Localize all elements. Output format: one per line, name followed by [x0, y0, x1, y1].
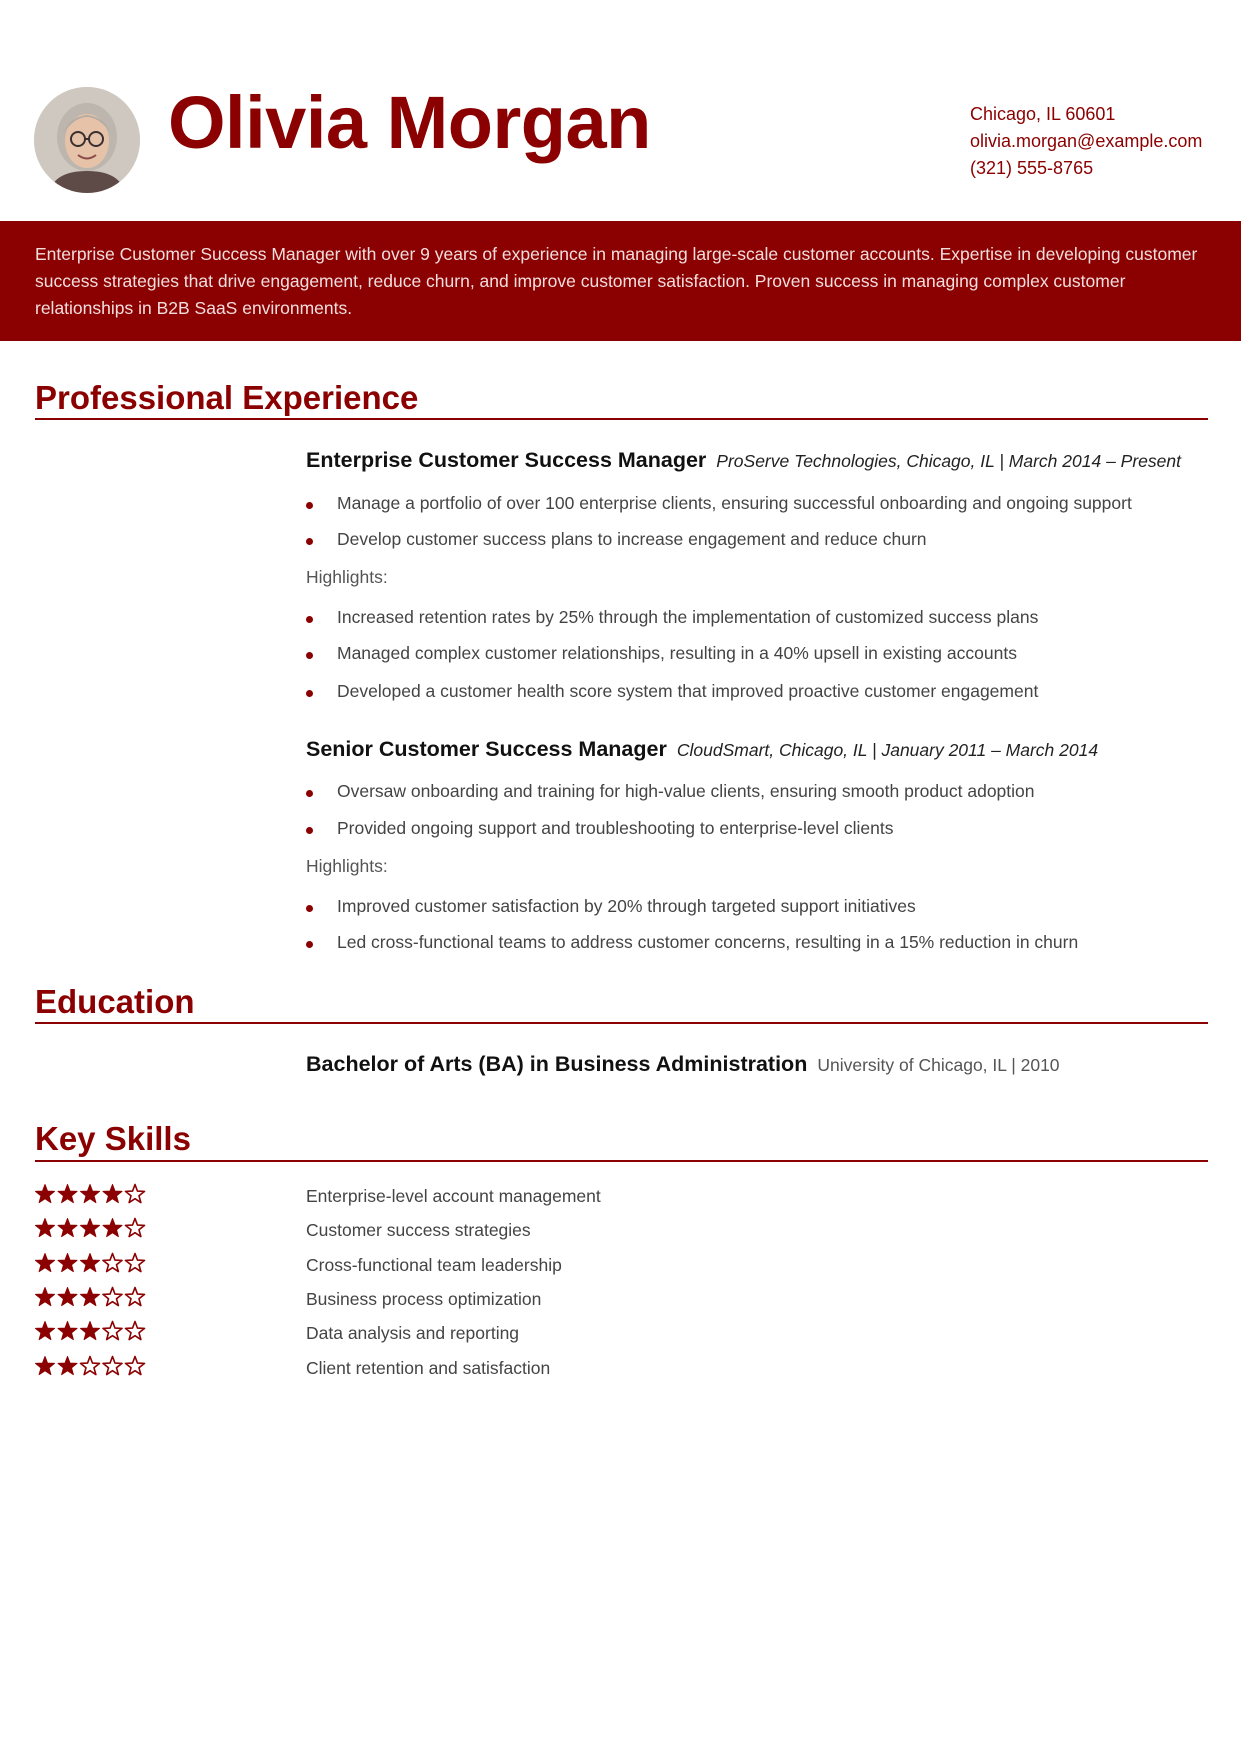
candidate-name: Olivia Morgan	[168, 81, 651, 164]
star-filled-icon	[58, 1219, 77, 1237]
star-empty-icon	[125, 1219, 144, 1237]
star-filled-icon	[58, 1356, 77, 1374]
section-title-education: Education	[35, 983, 195, 1020]
section-divider	[35, 418, 1208, 420]
bullet-dot-icon	[306, 652, 313, 659]
contact-location: Chicago, IL 60601	[970, 104, 1116, 124]
skill-name: Customer success strategies	[306, 1220, 531, 1241]
star-empty-icon	[125, 1356, 144, 1374]
star-filled-icon	[35, 1322, 54, 1340]
job-header	[306, 448, 1181, 473]
star-empty-icon	[125, 1322, 144, 1340]
skill-row	[35, 1285, 1035, 1315]
skill-rating	[35, 1285, 150, 1309]
star-empty-icon	[125, 1185, 144, 1203]
skill-row	[35, 1216, 1035, 1246]
bullet-dot-icon	[306, 790, 313, 797]
star-filled-icon	[58, 1287, 77, 1305]
resume-page: Olivia Morgan Chicago, IL 60601 olivia.morgan@example.com (321) 555-8765 Enterprise Customer Success Manager with over 9 years of experience in managing large-scale customer accounts. Expertise in developing customer success strategies that drive engagement, reduce churn, and improve customer satisfaction. Proven success in managing complex customer relationships in B2B SaaS environments. Professional Experience Enterprise Customer Success Manager ProServe Technologies, Chicago, IL | March 2014 – Present Manage a portfolio of over 100 enterprise clients, ensuring successful onboarding and ongoing support Develop customer success plans to increase engagement and reduce churn Highlights: Increased retention rates by 25% through the implementation of customized success plans Managed complex customer relationships, resulting in a 40% upsell in existing accounts Developed a customer health score system that improved proactive customer engagement Senior Customer Success Manager CloudSmart, Chicago, IL | January 2011 – March 2014 Oversaw onboarding and training for high-value clients, ensuring smooth product adoption Provided ongoing support and troubleshooting to enterprise-level clients Highlights: Improved customer satisfaction by 20% through targeted support initiatives Led cross-functional teams to address customer concerns, resulting in a 15% reduction in churn Education Bachelor of Arts (BA) in Business Administration University of Chicago, IL | 2010 Key Skills Enterprise-level account management Customer success strategies Cross-functional team leadership Business process optimization Data analysis and reporting Client retention and satisfaction	[0, 0, 1241, 1756]
star-empty-icon	[125, 1253, 144, 1271]
job-title: Enterprise Customer Success Manager	[306, 448, 707, 472]
contact-info	[970, 101, 1202, 182]
star-empty-icon	[103, 1253, 122, 1271]
bullet-dot-icon	[306, 690, 313, 697]
skill-rating	[35, 1251, 150, 1275]
star-filled-icon	[80, 1185, 99, 1203]
summary-text: Enterprise Customer Success Manager with over 9 years of experience in managing large-scale customer accounts. Expertise in developing customer success strategies that drive engagement, reduce churn, and improve customer satisfaction. Proven success in managing complex customer relationships in B2B SaaS environments.	[35, 244, 1198, 318]
star-filled-icon	[80, 1253, 99, 1271]
star-empty-icon	[103, 1356, 122, 1374]
star-filled-icon	[35, 1219, 54, 1237]
star-filled-icon	[35, 1356, 54, 1374]
highlights-label: Highlights:	[306, 856, 388, 876]
star-filled-icon	[35, 1287, 54, 1305]
job-meta: ProServe Technologies, Chicago, IL | March 2014 – Present	[716, 451, 1181, 471]
star-filled-icon	[80, 1219, 99, 1237]
job-title: Senior Customer Success Manager	[306, 737, 667, 761]
profile-photo	[34, 87, 140, 193]
star-empty-icon	[80, 1356, 99, 1374]
bullet-dot-icon	[306, 538, 313, 545]
star-filled-icon	[103, 1219, 122, 1237]
skill-name: Data analysis and reporting	[306, 1323, 520, 1344]
skill-rating	[35, 1354, 150, 1378]
star-filled-icon	[35, 1253, 54, 1271]
star-filled-icon	[80, 1322, 99, 1340]
star-filled-icon	[58, 1322, 77, 1340]
star-filled-icon	[58, 1253, 77, 1271]
skill-name: Client retention and satisfaction	[306, 1357, 551, 1378]
skill-name: Cross-functional team leadership	[306, 1254, 562, 1275]
education-meta: University of Chicago, IL | 2010	[817, 1055, 1060, 1075]
section-title-experience: Professional Experience	[35, 379, 419, 416]
star-filled-icon	[35, 1185, 54, 1203]
star-empty-icon	[103, 1287, 122, 1305]
section-divider	[35, 1160, 1208, 1162]
skill-row	[35, 1319, 1035, 1349]
skill-name: Business process optimization	[306, 1288, 542, 1309]
skill-rating	[35, 1182, 150, 1206]
star-filled-icon	[58, 1185, 77, 1203]
skill-row	[35, 1251, 1035, 1281]
job-meta: CloudSmart, Chicago, IL | January 2011 – March 2014	[676, 740, 1099, 760]
bullet-dot-icon	[306, 616, 313, 623]
bullet-dot-icon	[306, 905, 313, 912]
star-empty-icon	[103, 1322, 122, 1340]
skill-row	[35, 1182, 1035, 1212]
contact-phone[interactable]: (321) 555-8765	[970, 158, 1094, 178]
bullet-dot-icon	[306, 941, 313, 948]
job-header	[306, 737, 1098, 762]
star-empty-icon	[125, 1287, 144, 1305]
skill-name: Enterprise-level account management	[306, 1186, 601, 1206]
section-divider	[35, 1022, 1208, 1024]
bullet-dot-icon	[306, 827, 313, 834]
star-filled-icon	[80, 1287, 99, 1305]
contact-email[interactable]: olivia.morgan@example.com	[970, 131, 1203, 151]
skill-rating	[35, 1216, 150, 1240]
section-title-skills: Key Skills	[35, 1120, 191, 1157]
highlights-label: Highlights:	[306, 567, 388, 587]
star-filled-icon	[103, 1185, 122, 1203]
education-entry	[306, 1052, 1060, 1077]
degree-title: Bachelor of Arts (BA) in Business Administration	[306, 1052, 808, 1076]
skill-rating	[35, 1319, 150, 1343]
bullet-dot-icon	[306, 502, 313, 509]
skill-row	[35, 1354, 1035, 1384]
